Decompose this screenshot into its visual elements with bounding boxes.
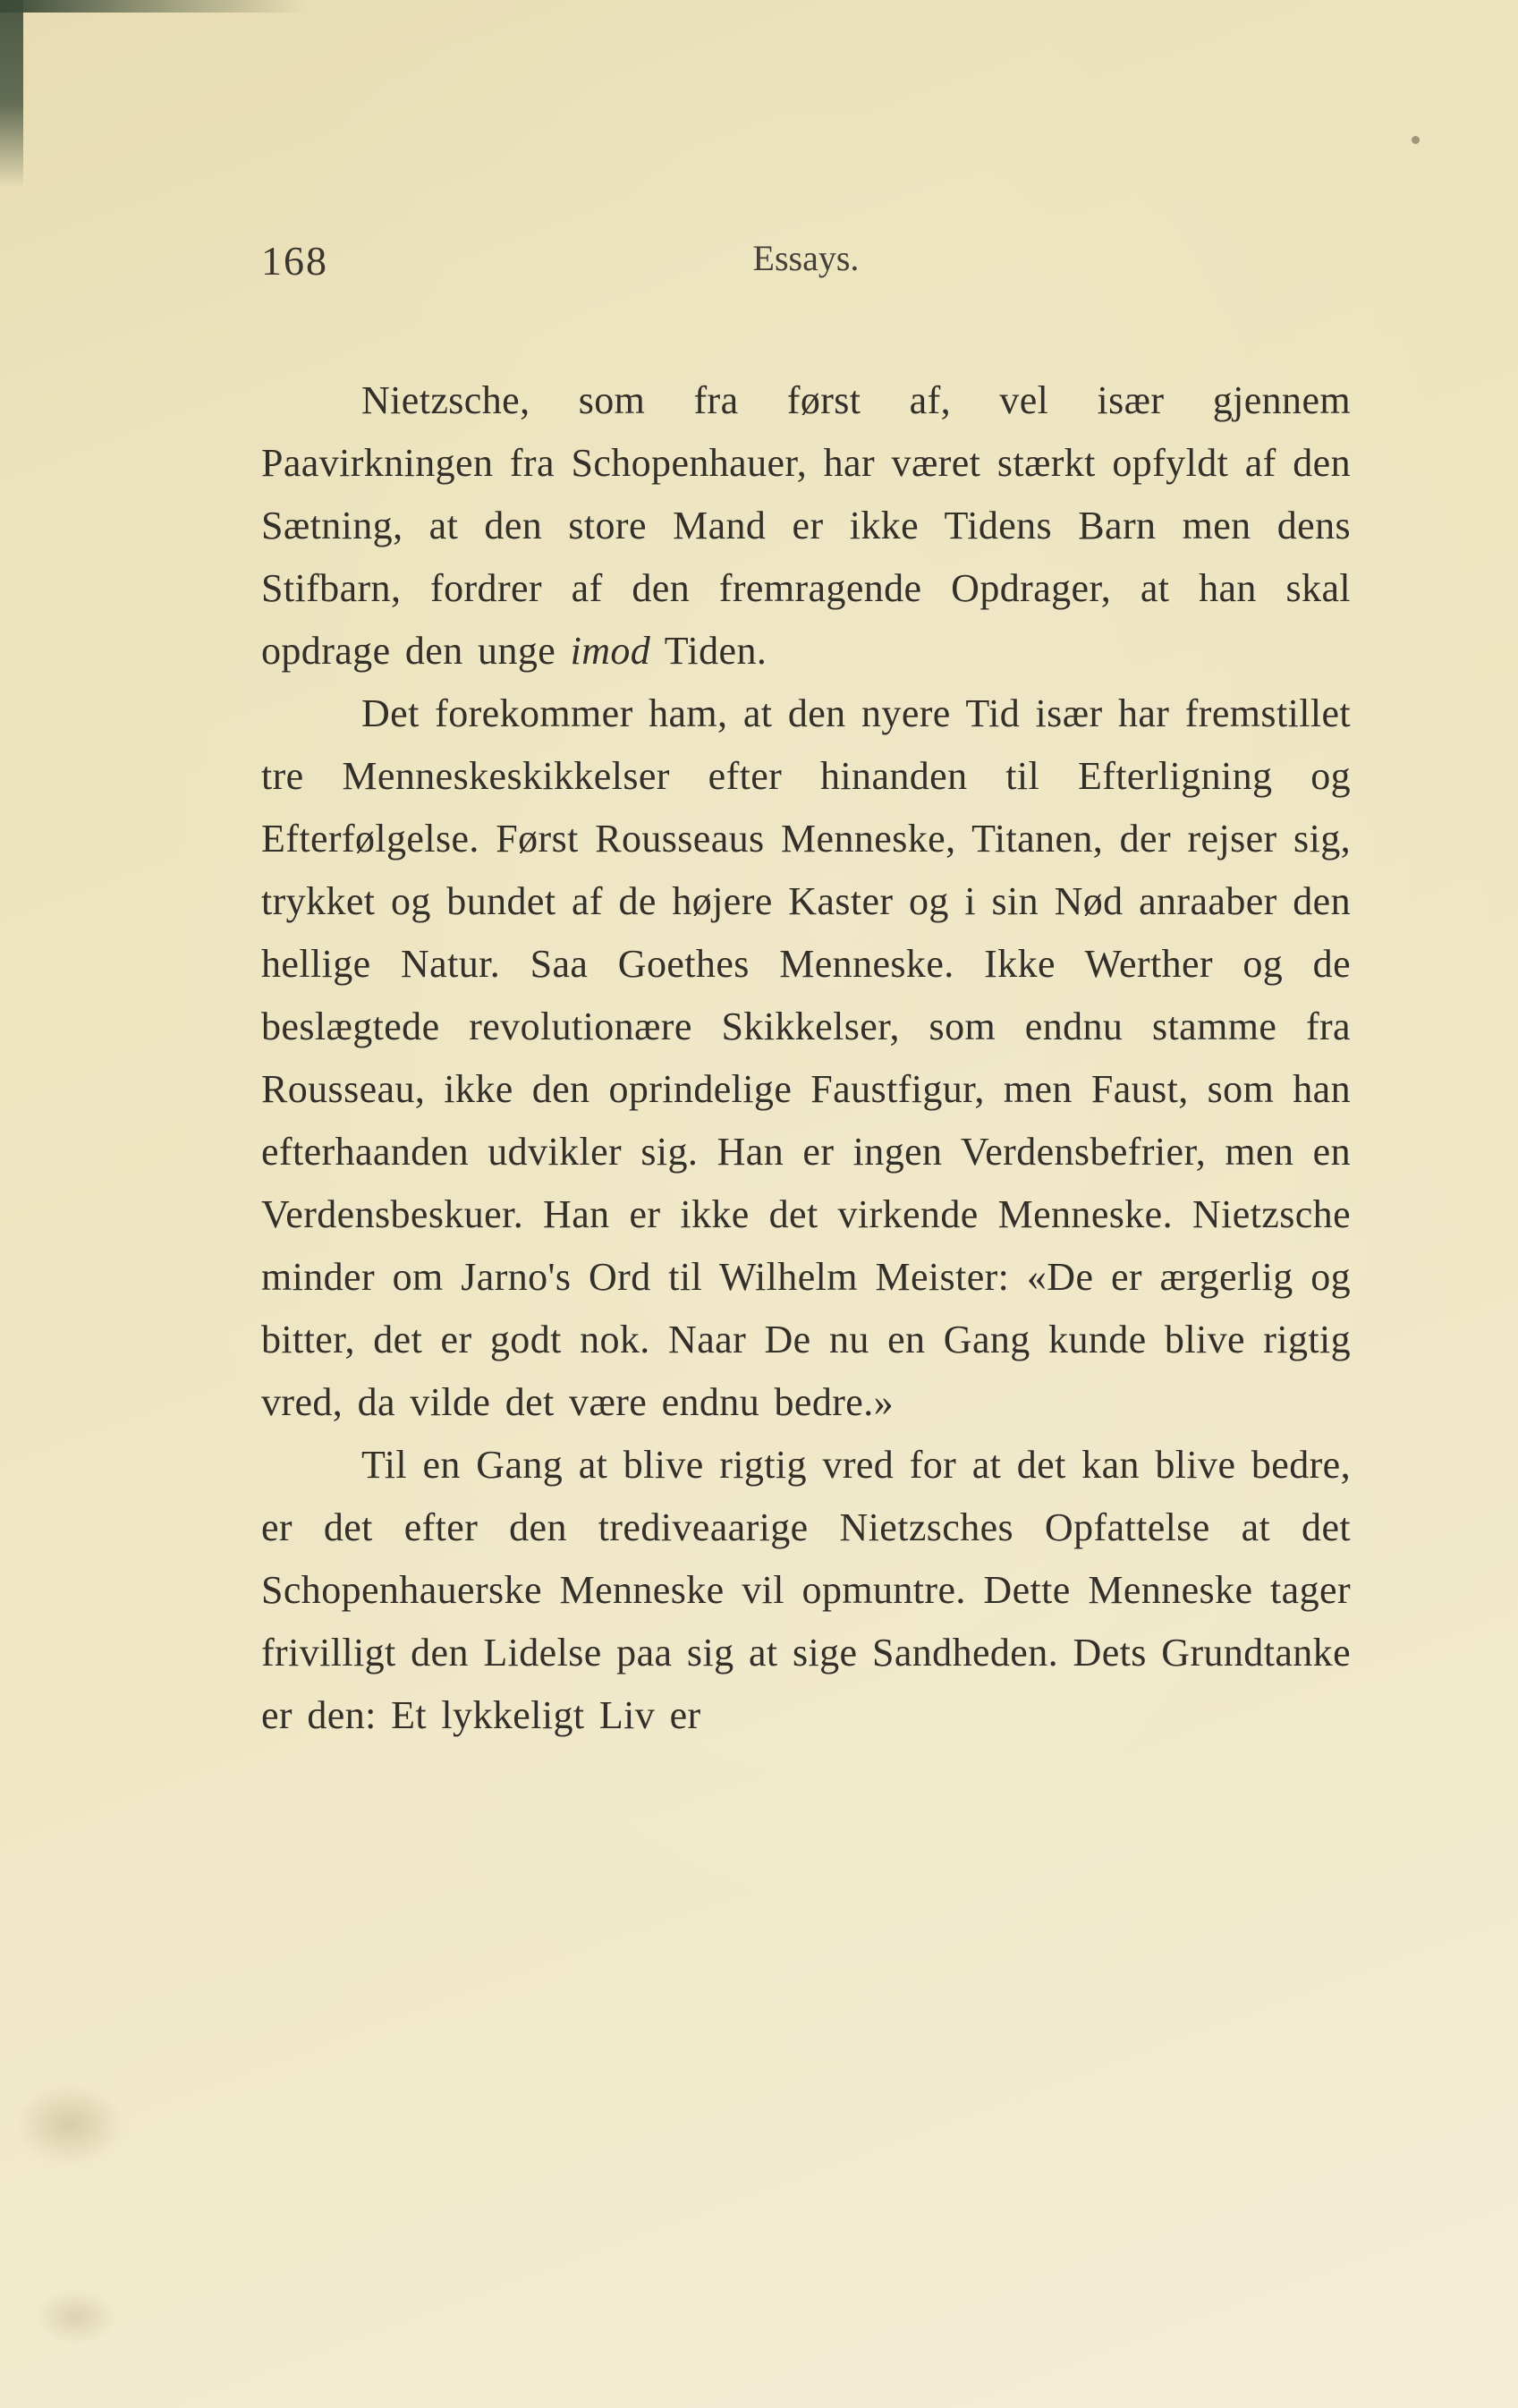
text-segment: Nietzsche, som fra først af, vel især gjennem Paavirkningen fra Schopenhauer, har været stærkt opfyldt af den Sætning, at den store Mand er ikke Tidens Barn men dens Stifbarn, fordrer af den fremragende Opdrager, at han skal opdrage den unge: [261, 378, 1351, 673]
paragraph: [261, 683, 1351, 1434]
scan-edge-artifact-top: [0, 0, 304, 13]
running-title: Essays.: [752, 238, 860, 278]
text-segment: Tiden.: [650, 629, 767, 673]
paper-stain-small: [36, 2290, 116, 2344]
text-segment: Det forekommer ham, at den nyere Tid især har fremstillet tre Menneskeskikkelser efter hinanden til Efterligning og Efterfølgelse. Først Rousseaus Menneske, Titanen, der rejser sig, trykket og bundet af de højere Kaster og i sin Nød anraaber den hellige Natur. Saa Goethes Menneske. Ikke Werther og de beslægtede revolutionære Skikkelser, som endnu stamme fra Rousseau, ikke den oprindelige Faustfigur, men Faust, som han efterhaanden udvikler sig. Han er ingen Verdensbefrier, men en Verdensbeskuer. Han er ikke det virkende Menneske. Nietzsche minder om Jarno's Ord til Wilhelm Meister: «De er ærgerlig og bitter, det er godt nok. Naar De nu en Gang kunde blive rigtig vred, da vilde det være endnu bedre.»: [261, 691, 1351, 1424]
text-area: [261, 237, 1351, 1747]
paragraph: [261, 1434, 1351, 1747]
page-number: 168: [261, 238, 328, 284]
text-segment: Til en Gang at blive rigtig vred for at det kan blive bedre, er det efter den trediveaarige Nietzsches Opfattelse at det Schopenhauerske Menneske vil opmuntre. Dette Menneske tager frivilligt den Lidelse paa sig at sige Sandheden. Dets Grundtanke er den: Et lykkeligt Liv er: [261, 1443, 1351, 1737]
body-text: [261, 369, 1351, 1747]
italic-text-segment: imod: [570, 629, 651, 673]
paper-stain: [16, 2084, 123, 2165]
page-header: [261, 237, 1351, 291]
scan-edge-artifact-left: [0, 0, 23, 188]
paper-speck: [1412, 136, 1420, 144]
paragraph: [261, 369, 1351, 683]
